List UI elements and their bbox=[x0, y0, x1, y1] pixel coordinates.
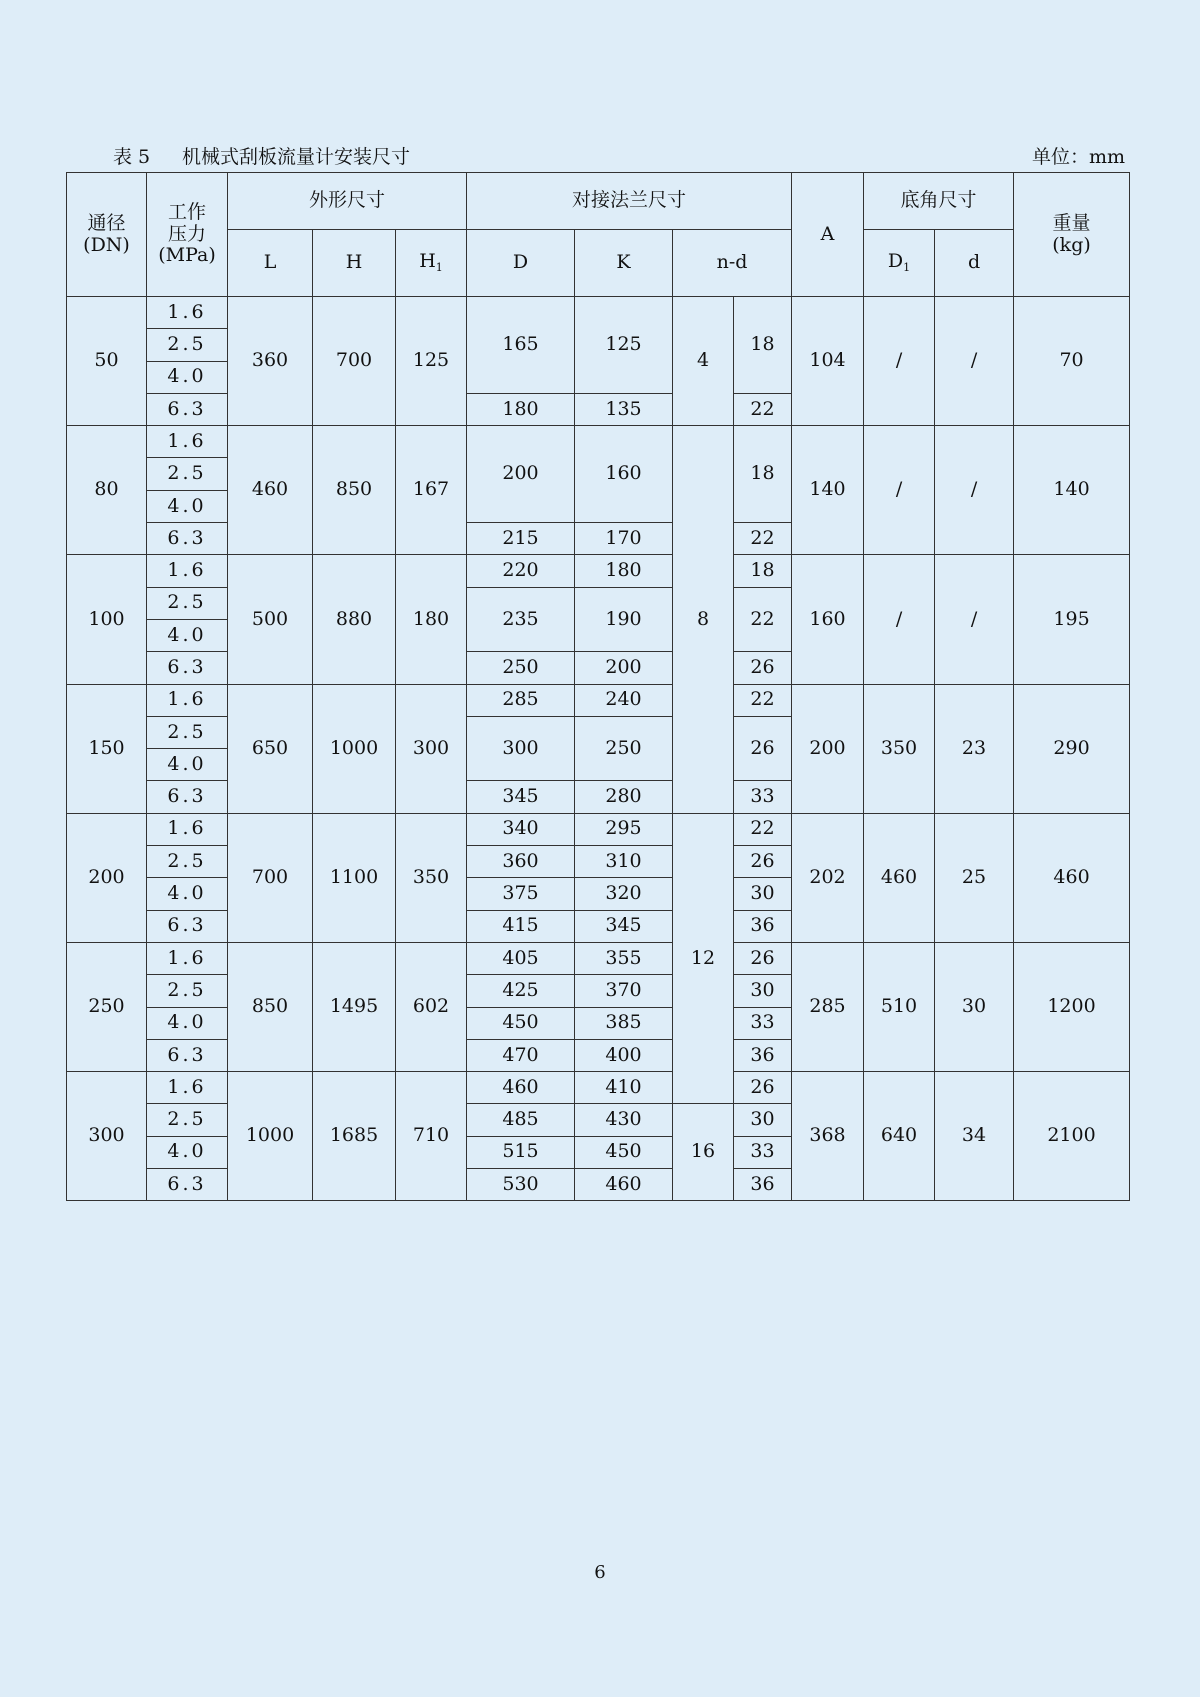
cell-weight: 2100 bbox=[1014, 1072, 1130, 1201]
cell-k: 125 bbox=[575, 297, 673, 394]
cell-d: 215 bbox=[467, 523, 575, 555]
cell-dn: 250 bbox=[67, 942, 147, 1071]
cell-pressure: 1.6 bbox=[147, 555, 228, 587]
cell-bolt-d: 33 bbox=[734, 1007, 792, 1039]
installation-dimensions-table bbox=[66, 172, 1130, 1201]
header-a: A bbox=[792, 173, 864, 297]
header-k: K bbox=[575, 230, 673, 297]
cell-weight: 460 bbox=[1014, 813, 1130, 942]
cell-k: 345 bbox=[575, 910, 673, 942]
cell-base-d: / bbox=[935, 297, 1014, 426]
header-weight: 重量 (kg) bbox=[1014, 173, 1130, 297]
cell-k: 320 bbox=[575, 878, 673, 910]
cell-a: 140 bbox=[792, 426, 864, 555]
cell-dn: 300 bbox=[67, 1072, 147, 1201]
cell-bolt-d: 18 bbox=[734, 297, 792, 394]
cell-bolt-d: 26 bbox=[734, 716, 792, 781]
cell-base-d: 25 bbox=[935, 813, 1014, 942]
cell-a: 160 bbox=[792, 555, 864, 684]
cell-pressure: 2.5 bbox=[147, 329, 228, 361]
cell-l: 650 bbox=[228, 684, 313, 813]
cell-pressure: 6.3 bbox=[147, 1039, 228, 1071]
cell-k: 310 bbox=[575, 846, 673, 878]
header-d1: $D_1$ bbox=[864, 230, 935, 297]
header-d: D bbox=[467, 230, 575, 297]
cell-d: 200 bbox=[467, 426, 575, 523]
cell-pressure: 2.5 bbox=[147, 587, 228, 619]
cell-k: 450 bbox=[575, 1136, 673, 1168]
cell-d: 460 bbox=[467, 1072, 575, 1104]
cell-k: 385 bbox=[575, 1007, 673, 1039]
cell-pressure: 4.0 bbox=[147, 878, 228, 910]
cell-d: 250 bbox=[467, 652, 575, 684]
cell-d1: / bbox=[864, 426, 935, 555]
cell-d: 300 bbox=[467, 716, 575, 781]
cell-k: 160 bbox=[575, 426, 673, 523]
cell-l: 460 bbox=[228, 426, 313, 555]
cell-h: 1000 bbox=[313, 684, 396, 813]
cell-d1: 460 bbox=[864, 813, 935, 942]
cell-bolt-d: 36 bbox=[734, 1169, 792, 1201]
header-dn: 通径 (DN) bbox=[67, 173, 147, 297]
cell-d: 530 bbox=[467, 1169, 575, 1201]
cell-pressure: 4.0 bbox=[147, 490, 228, 522]
cell-k: 190 bbox=[575, 587, 673, 652]
page-number: 6 bbox=[594, 1562, 606, 1583]
header-overall-dimensions: 外形尺寸 bbox=[228, 173, 467, 230]
header-h: H bbox=[313, 230, 396, 297]
cell-pressure: 1.6 bbox=[147, 684, 228, 716]
cell-a: 104 bbox=[792, 297, 864, 426]
cell-dn: 150 bbox=[67, 684, 147, 813]
cell-d1: / bbox=[864, 555, 935, 684]
cell-k: 200 bbox=[575, 652, 673, 684]
cell-a: 368 bbox=[792, 1072, 864, 1201]
cell-d: 415 bbox=[467, 910, 575, 942]
cell-pressure: 2.5 bbox=[147, 1104, 228, 1136]
cell-l: 360 bbox=[228, 297, 313, 426]
cell-h: 1100 bbox=[313, 813, 396, 942]
cell-pressure: 6.3 bbox=[147, 910, 228, 942]
cell-bolt-d: 18 bbox=[734, 555, 792, 587]
cell-pressure: 1.6 bbox=[147, 942, 228, 974]
cell-pressure: 6.3 bbox=[147, 393, 228, 425]
cell-k: 295 bbox=[575, 813, 673, 845]
cell-pressure: 6.3 bbox=[147, 523, 228, 555]
cell-pressure: 2.5 bbox=[147, 458, 228, 490]
cell-pressure: 6.3 bbox=[147, 781, 228, 813]
cell-bolt-d: 26 bbox=[734, 942, 792, 974]
table-label: 表 5 bbox=[113, 146, 151, 168]
cell-base-d: 34 bbox=[935, 1072, 1014, 1201]
table-caption bbox=[66, 142, 1125, 170]
cell-bolt-d: 30 bbox=[734, 878, 792, 910]
cell-h1: 125 bbox=[396, 297, 467, 426]
cell-h: 850 bbox=[313, 426, 396, 555]
cell-a: 200 bbox=[792, 684, 864, 813]
cell-k: 410 bbox=[575, 1072, 673, 1104]
cell-pressure: 1.6 bbox=[147, 1072, 228, 1104]
cell-pressure: 2.5 bbox=[147, 846, 228, 878]
cell-l: 700 bbox=[228, 813, 313, 942]
cell-bolt-d: 30 bbox=[734, 1104, 792, 1136]
cell-pressure: 1.6 bbox=[147, 297, 228, 329]
cell-a: 285 bbox=[792, 942, 864, 1071]
cell-h: 1495 bbox=[313, 942, 396, 1071]
cell-h1: 710 bbox=[396, 1072, 467, 1201]
cell-d: 235 bbox=[467, 587, 575, 652]
cell-n: 4 bbox=[673, 297, 734, 426]
cell-d: 360 bbox=[467, 846, 575, 878]
cell-bolt-d: 33 bbox=[734, 1136, 792, 1168]
cell-dn: 80 bbox=[67, 426, 147, 555]
cell-pressure: 1.6 bbox=[147, 426, 228, 458]
cell-d1: 350 bbox=[864, 684, 935, 813]
cell-h1: 300 bbox=[396, 684, 467, 813]
cell-d1: 640 bbox=[864, 1072, 935, 1201]
cell-l: 1000 bbox=[228, 1072, 313, 1201]
cell-k: 135 bbox=[575, 393, 673, 425]
cell-bolt-d: 26 bbox=[734, 652, 792, 684]
cell-n: 8 bbox=[673, 426, 734, 814]
cell-pressure: 4.0 bbox=[147, 1007, 228, 1039]
cell-n: 16 bbox=[673, 1104, 734, 1201]
cell-weight: 1200 bbox=[1014, 942, 1130, 1071]
cell-dn: 200 bbox=[67, 813, 147, 942]
cell-bolt-d: 22 bbox=[734, 393, 792, 425]
header-d-small: d bbox=[935, 230, 1014, 297]
cell-bolt-d: 22 bbox=[734, 587, 792, 652]
cell-l: 850 bbox=[228, 942, 313, 1071]
cell-d: 345 bbox=[467, 781, 575, 813]
cell-k: 430 bbox=[575, 1104, 673, 1136]
cell-d: 375 bbox=[467, 878, 575, 910]
cell-bolt-d: 33 bbox=[734, 781, 792, 813]
cell-d: 425 bbox=[467, 975, 575, 1007]
cell-bolt-d: 18 bbox=[734, 426, 792, 523]
header-flange-dimensions: 对接法兰尺寸 bbox=[467, 173, 792, 230]
cell-k: 170 bbox=[575, 523, 673, 555]
cell-d: 165 bbox=[467, 297, 575, 394]
cell-weight: 70 bbox=[1014, 297, 1130, 426]
cell-bolt-d: 36 bbox=[734, 1039, 792, 1071]
cell-k: 280 bbox=[575, 781, 673, 813]
cell-h1: 350 bbox=[396, 813, 467, 942]
cell-d: 470 bbox=[467, 1039, 575, 1071]
cell-dn: 50 bbox=[67, 297, 147, 426]
header-n-d: n-d bbox=[673, 230, 792, 297]
cell-a: 202 bbox=[792, 813, 864, 942]
cell-weight: 140 bbox=[1014, 426, 1130, 555]
cell-pressure: 2.5 bbox=[147, 716, 228, 748]
table-title: 机械式刮板流量计安装尺寸 bbox=[182, 146, 411, 168]
cell-pressure: 4.0 bbox=[147, 1136, 228, 1168]
cell-bolt-d: 30 bbox=[734, 975, 792, 1007]
cell-d: 180 bbox=[467, 393, 575, 425]
cell-d: 450 bbox=[467, 1007, 575, 1039]
cell-k: 370 bbox=[575, 975, 673, 1007]
cell-n: 12 bbox=[673, 813, 734, 1104]
cell-weight: 290 bbox=[1014, 684, 1130, 813]
cell-base-d: 23 bbox=[935, 684, 1014, 813]
header-pressure: 工作 压力 (MPa) bbox=[147, 173, 228, 297]
cell-d: 515 bbox=[467, 1136, 575, 1168]
cell-k: 180 bbox=[575, 555, 673, 587]
cell-k: 250 bbox=[575, 716, 673, 781]
cell-weight: 195 bbox=[1014, 555, 1130, 684]
cell-bolt-d: 22 bbox=[734, 523, 792, 555]
cell-d: 340 bbox=[467, 813, 575, 845]
cell-d: 220 bbox=[467, 555, 575, 587]
cell-d1: 510 bbox=[864, 942, 935, 1071]
cell-pressure: 6.3 bbox=[147, 652, 228, 684]
cell-k: 400 bbox=[575, 1039, 673, 1071]
cell-pressure: 6.3 bbox=[147, 1169, 228, 1201]
cell-l: 500 bbox=[228, 555, 313, 684]
cell-dn: 100 bbox=[67, 555, 147, 684]
cell-d: 285 bbox=[467, 684, 575, 716]
cell-h: 880 bbox=[313, 555, 396, 684]
cell-base-d: / bbox=[935, 426, 1014, 555]
header-h1: $H_1$ bbox=[396, 230, 467, 297]
cell-bolt-d: 36 bbox=[734, 910, 792, 942]
cell-pressure: 4.0 bbox=[147, 749, 228, 781]
header-l: L bbox=[228, 230, 313, 297]
cell-pressure: 2.5 bbox=[147, 975, 228, 1007]
cell-h1: 180 bbox=[396, 555, 467, 684]
unit-label: 单位：mm bbox=[1031, 146, 1125, 168]
cell-d: 405 bbox=[467, 942, 575, 974]
cell-h: 700 bbox=[313, 297, 396, 426]
cell-d: 485 bbox=[467, 1104, 575, 1136]
cell-h1: 167 bbox=[396, 426, 467, 555]
cell-d1: / bbox=[864, 297, 935, 426]
cell-bolt-d: 22 bbox=[734, 684, 792, 716]
cell-base-d: / bbox=[935, 555, 1014, 684]
cell-bolt-d: 22 bbox=[734, 813, 792, 845]
cell-pressure: 4.0 bbox=[147, 361, 228, 393]
cell-k: 240 bbox=[575, 684, 673, 716]
cell-k: 460 bbox=[575, 1169, 673, 1201]
cell-h1: 602 bbox=[396, 942, 467, 1071]
cell-bolt-d: 26 bbox=[734, 846, 792, 878]
header-base-dimensions: 底角尺寸 bbox=[864, 173, 1014, 230]
cell-pressure: 1.6 bbox=[147, 813, 228, 845]
cell-pressure: 4.0 bbox=[147, 619, 228, 651]
cell-base-d: 30 bbox=[935, 942, 1014, 1071]
cell-h: 1685 bbox=[313, 1072, 396, 1201]
cell-k: 355 bbox=[575, 942, 673, 974]
cell-bolt-d: 26 bbox=[734, 1072, 792, 1104]
